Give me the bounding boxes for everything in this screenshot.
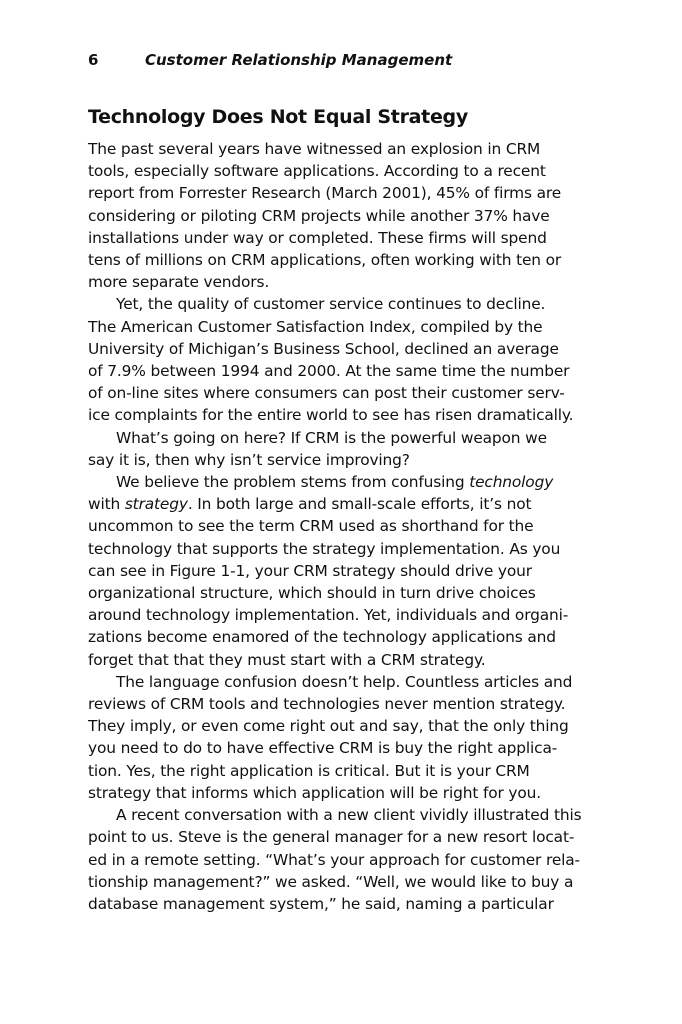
text-line: organizational structure, which should in turn drive choices <box>88 584 536 603</box>
text-line <box>88 493 598 515</box>
page-number: 6 <box>88 51 99 69</box>
text-line: A recent conversation with a new client vividly illustrated this <box>116 806 582 825</box>
text-segment: . In both large and small-scale efforts, it’s not <box>187 495 532 514</box>
text-line: say it is, then why isn’t service improving? <box>88 450 410 469</box>
text-line: more separate vendors. <box>88 273 270 292</box>
text-line: of on-line sites where consumers can post their customer serv- <box>88 384 565 403</box>
text-line: strategy that informs which application will be right for you. <box>88 783 541 802</box>
text-line: zations become enamored of the technology applications and <box>88 628 556 647</box>
text-line: tion. Yes, the right application is critical. But it is your CRM <box>88 761 530 780</box>
text-line: you need to do to have effective CRM is buy the right applica- <box>88 739 558 758</box>
emphasis-technology: technology <box>469 473 554 492</box>
text-line: around technology implementation. Yet, individuals and organi- <box>88 606 569 625</box>
text-line: The American Customer Satisfaction Index, compiled by the <box>88 317 543 336</box>
text-line: Yet, the quality of customer service continues to decline. <box>116 295 546 314</box>
text-line: tools, especially software applications. According to a recent <box>88 162 546 181</box>
text-line: reviews of CRM tools and technologies never mention strategy. <box>88 695 566 714</box>
text-line: considering or piloting CRM projects while another 37% have <box>88 206 550 225</box>
text-line: tionship management?” we asked. “Well, we would like to buy a <box>88 872 574 891</box>
body-text <box>88 138 598 915</box>
text-line: The language confusion doesn’t help. Countless articles and <box>116 672 573 691</box>
text-line: ice complaints for the entire world to see has risen dramatically. <box>88 406 574 425</box>
text-line: can see in Figure 1-1, your CRM strategy should drive your <box>88 561 532 580</box>
text-line: uncommon to see the term CRM used as shorthand for the <box>88 517 534 536</box>
emphasis-strategy: strategy <box>124 495 188 514</box>
text-line: tens of millions on CRM applications, often working with ten or <box>88 251 562 270</box>
text-line: report from Forrester Research (March 2001), 45% of firms are <box>88 184 562 203</box>
book-page <box>88 50 598 915</box>
text-line: technology that supports the strategy implementation. As you <box>88 539 561 558</box>
text-line: University of Michigan’s Business School, declined an average <box>88 339 559 358</box>
text-line: installations under way or completed. These firms will spend <box>88 228 547 247</box>
text-line: of 7.9% between 1994 and 2000. At the same time the number <box>88 362 570 381</box>
text-line: forget that that they must start with a CRM strategy. <box>88 650 486 669</box>
text-line: The past several years have witnessed an explosion in CRM <box>88 140 541 158</box>
text-segment: with <box>88 495 121 514</box>
text-line: What’s going on here? If CRM is the powerful weapon we <box>116 428 547 447</box>
section-title: Technology Does Not Equal Strategy <box>88 106 468 128</box>
text-line: ed in a remote setting. “What’s your approach for customer rela- <box>88 850 580 869</box>
running-title: Customer Relationship Management <box>145 51 453 69</box>
text-segment: We believe the problem stems from confusing <box>116 473 465 492</box>
text-line: database management system,” he said, naming a particular <box>88 894 554 913</box>
text-line <box>88 471 598 493</box>
text-line: They imply, or even come right out and say, that the only thing <box>88 717 569 736</box>
running-header <box>88 50 598 70</box>
text-line: point to us. Steve is the general manager for a new resort locat- <box>88 828 575 847</box>
